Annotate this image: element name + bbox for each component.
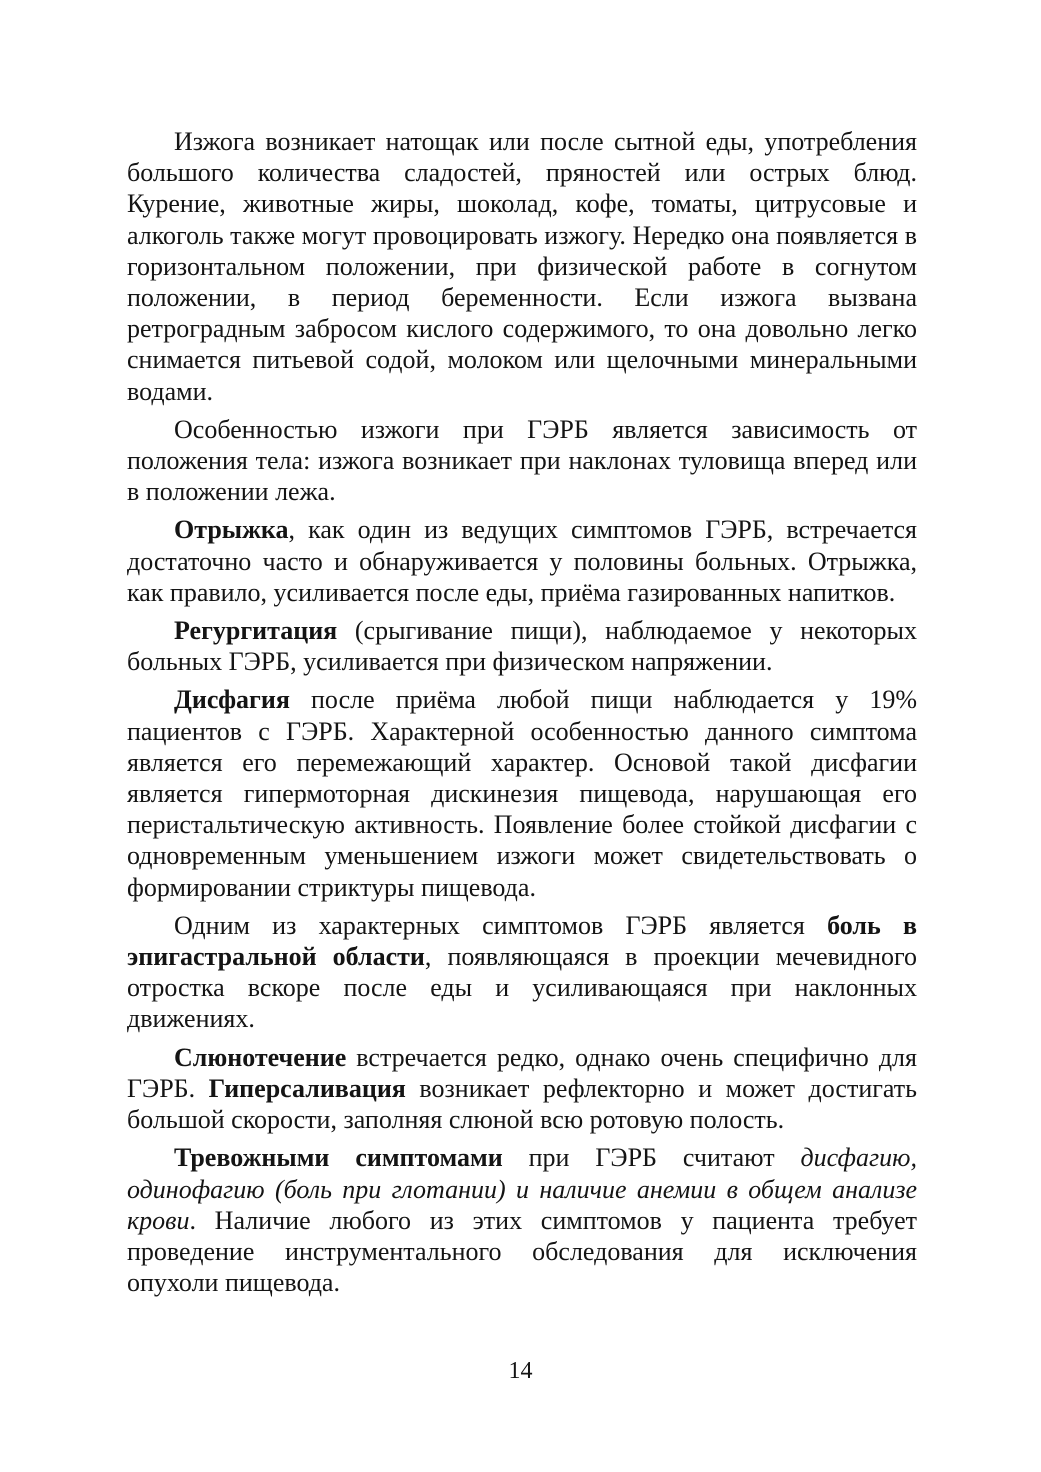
paragraph [127, 414, 917, 508]
bold-term: Отрыжка [174, 515, 289, 545]
text-run: . Наличие любого из этих симптомов у пациента требует проведение инструментального обследования для исключения опухоли пищевода. [127, 1205, 917, 1298]
body-text [127, 126, 917, 1305]
paragraph [127, 910, 917, 1035]
text-run: при ГЭРБ считают [502, 1143, 801, 1173]
paragraph [127, 1142, 917, 1298]
text-run: Одним из характерных симптомов ГЭРБ является [174, 910, 828, 940]
bold-term: Тревожными симптомами [174, 1143, 503, 1173]
bold-term: Гиперсаливация [208, 1073, 406, 1103]
bold-term: Регургитация [174, 616, 338, 646]
paragraph [127, 514, 917, 608]
bold-term: Дисфагия [174, 685, 290, 715]
page-number: 14 [508, 1358, 533, 1384]
text-run: (срыгивание пищи), наблюдаемое у некоторых больных ГЭРБ, усиливается при физическом напряжении. [127, 616, 917, 677]
paragraph [127, 684, 917, 902]
text-run: Особенностью изжоги при ГЭРБ является зависимость от положения тела: изжога возникает при наклонах туловища вперед или в положении лежа. [127, 414, 917, 507]
text-run: , появляющаяся в проекции мечевидного отростка вскоре после еды и усиливающаяся при наклонных движениях. [127, 942, 918, 1034]
bold-term: боль в эпигастральной области [127, 910, 917, 972]
text-run: Изжога возникает натощак или после сытной еды, употребления большого количества сладостей, пряностей или острых блюд. Курение, животные жиры, шоколад, кофе, томаты, цитрусовые и алкоголь также могут провоцировать изжогу. Нередко она появляется в горизонтальном положении, при физической работе в согнутом положении, в период беременности. Если изжога вызвана ретроградным забросом кислого содержимого, то она довольно легко снимается питьевой содой, молоком или щелочными минеральными водами. [127, 127, 917, 406]
text-run: возникает рефлекторно и может достигать большой скорости, заполняя слюной всю ротовую полость. [127, 1073, 917, 1135]
text-run: , как один из ведущих симптомов ГЭРБ, встречается достаточно часто и обнаруживается у половины больных. Отрыжка, как правило, усиливается после еды, приёма газированных напитков. [127, 515, 917, 607]
text-run: после приёма любой пищи наблюдается у 19% пациентов с ГЭРБ. Характерной особенностью данного симптома является его перемежающий характер. Основой такой дисфагии является гипермоторная дискинезия пищевода, нарушающая его перистальтическую активность. Появление более стойкой дисфагии с одновременным уменьшением изжоги может свидетельствовать о формировании стриктуры пищевода. [127, 685, 917, 902]
paragraph [127, 615, 917, 677]
italic-text: дисфагию, одинофагию (боль при глотании) и наличие анемии в общем анализе крови [127, 1143, 917, 1235]
bold-term: Слюнотечение [174, 1042, 347, 1072]
text-run: встречается редко, однако очень специфично для ГЭРБ. [127, 1042, 917, 1103]
paragraph [127, 126, 917, 407]
paragraph [127, 1042, 917, 1136]
